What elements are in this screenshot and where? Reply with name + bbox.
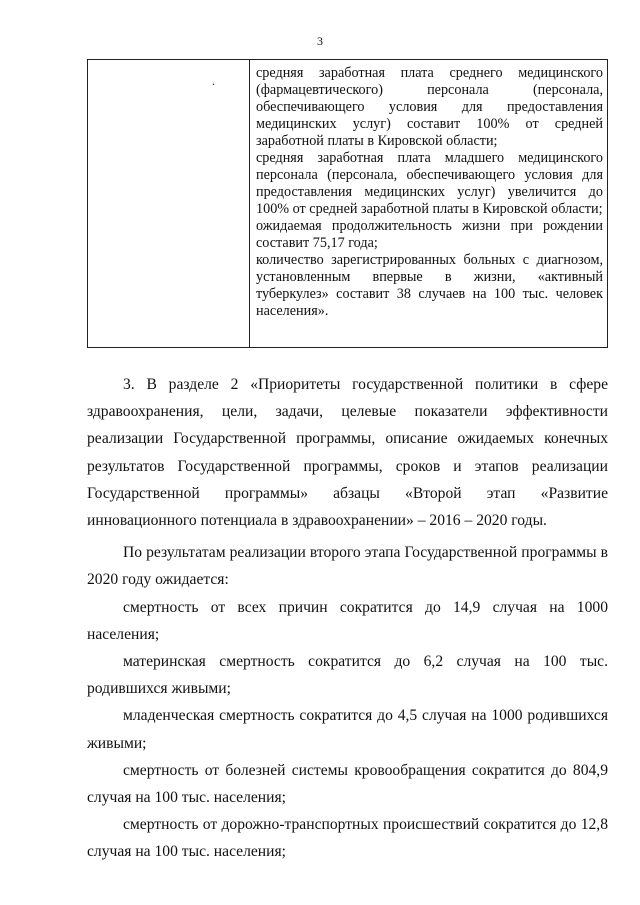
- paragraph-maternal-mortality: материнская смертность сократится до 6,2 случая на 100 тыс. родившихся живыми;: [87, 653, 608, 698]
- paragraph-road-accident-mortality: смертность от дорожно-транспортных происшествий сократится до 12,8 случая на 100 тыс. населения;: [87, 816, 608, 861]
- table-left-cell-mark: .: [212, 74, 215, 88]
- table-item-tuberculosis: количество зарегистрированных больных с диагнозом, установленным впервые в жизни, «активный туберкулез» составит 38 случаев на 100 тыс. человек населения».: [256, 252, 603, 319]
- results-table: [87, 59, 608, 348]
- table-right-cell: [256, 65, 603, 320]
- document-body: [87, 371, 608, 866]
- table-item-life-expectancy: ожидаемая продолжительность жизни при рождении составит 75,17 года;: [256, 218, 603, 251]
- paragraph-expected-results-intro: По результатам реализации второго этапа Государственной программы в 2020 году ожидается:: [87, 544, 608, 589]
- table-column-divider: [249, 60, 250, 347]
- paragraph-total-mortality: смертность от всех причин сократится до 14,9 случая на 1000 населения;: [87, 598, 608, 643]
- paragraph-section-2-amendment: 3. В разделе 2 «Приоритеты государственной политики в сфере здравоохранения, цели, задачи, целевые показатели эффективности реализации Государственной программы, описание ожидаемых конечных результатов Государственной программы, сроков и этапов реализации Государственной программы» абзацы «Второй этап «Развитие инновационного потенциала в здравоохранении» – 2016 – 2020 годы.: [87, 376, 608, 530]
- table-item-junior-staff-salary: средняя заработная плата младшего медицинского персонала (персонала, обеспечивающего условия для предоставления медицинских услуг) увеличится до 100% от средней заработной платы в Кировской области;: [256, 150, 603, 217]
- page-number: 3: [317, 34, 323, 48]
- paragraph-circulatory-mortality: смертность от болезней системы кровообращения сократится до 804,9 случая на 100 тыс. населения;: [87, 761, 608, 807]
- paragraph-infant-mortality: младенческая смертность сократится до 4,5 случая на 1000 родившихся живыми;: [87, 707, 608, 752]
- table-item-nurse-salary: средняя заработная плата среднего медицинского (фармацевтического) персонала (персонала, обеспечивающего условия для предоставления медицинских услуг) составит 100% от средней заработной платы в Кировской области;: [256, 65, 603, 149]
